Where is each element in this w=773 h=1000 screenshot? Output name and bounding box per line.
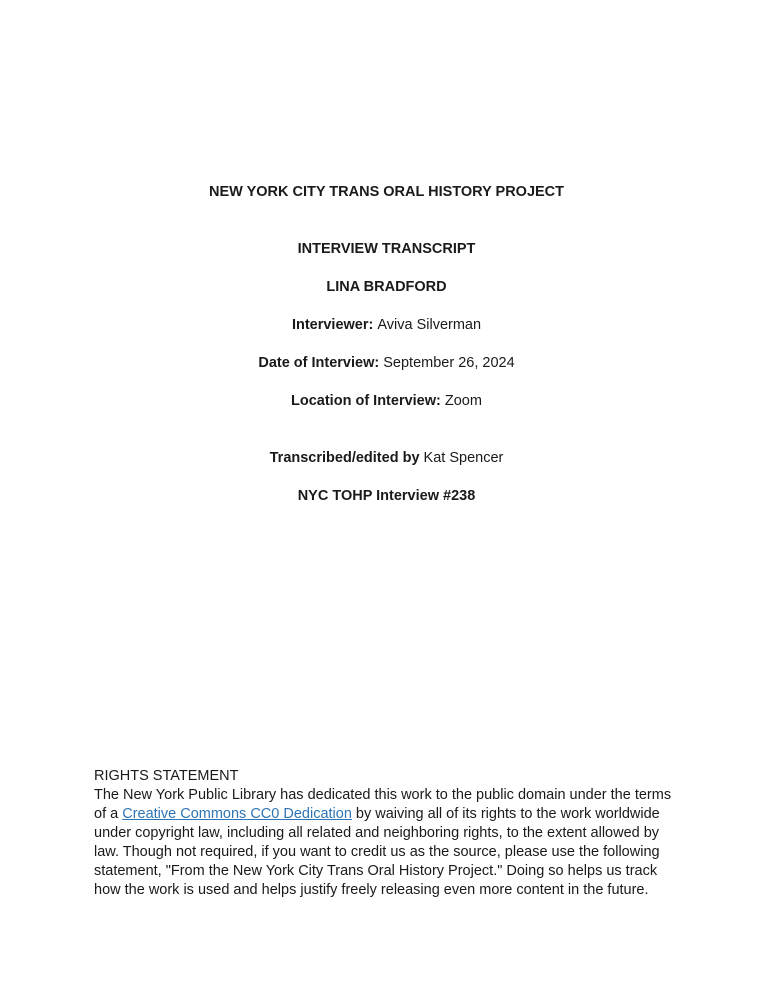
rights-statement-paragraph	[94, 786, 679, 900]
spacer	[94, 202, 679, 240]
rights-text-before-link: The New York Public Library has dedicated this work to the public domain under the terms of a	[94, 787, 672, 822]
spacer	[94, 335, 679, 354]
transcribed-by-label: Transcribed/edited by	[269, 450, 424, 466]
transcribed-by-value: Kat Spencer	[423, 450, 504, 466]
rights-text-after-link: by waiving all of its rights to the work worldwide under copyright law, including all related and neighboring rights, to the extent allowed by law. Though not required, if you want to credit us as the source, please use the following statement, "From the New York City Trans Oral History Project." Doing so helps us track how the work is used and helps justify freely releasing even more content in the future.	[94, 806, 660, 898]
date-of-interview-field	[94, 354, 679, 373]
project-title: NEW YORK CITY TRANS ORAL HISTORY PROJECT	[208, 184, 565, 200]
date-of-interview-label: Date of Interview:	[258, 355, 384, 371]
date-of-interview-value: September 26, 2024	[383, 355, 515, 371]
interviewee-name: LINA BRADFORD	[326, 279, 447, 295]
spacer	[94, 468, 679, 487]
interview-number: NYC TOHP Interview #238	[297, 488, 476, 504]
interviewer-field	[94, 316, 679, 335]
location-of-interview-field	[94, 392, 679, 411]
location-of-interview-value: Zoom	[444, 393, 482, 409]
cc0-dedication-link[interactable]: Creative Commons CC0 Dedication	[122, 806, 352, 822]
location-of-interview-label: Location of Interview:	[291, 393, 445, 409]
document-type-heading: INTERVIEW TRANSCRIPT	[297, 241, 476, 257]
spacer	[94, 297, 679, 316]
spacer	[94, 259, 679, 278]
rights-statement-heading: RIGHTS STATEMENT	[94, 768, 239, 784]
rights-statement-section	[94, 767, 679, 900]
spacer	[94, 411, 679, 449]
spacer	[94, 373, 679, 392]
interviewer-label: Interviewer:	[291, 317, 378, 333]
transcribed-by-field	[94, 449, 679, 468]
interviewer-value: Aviva Silverman	[377, 317, 482, 333]
